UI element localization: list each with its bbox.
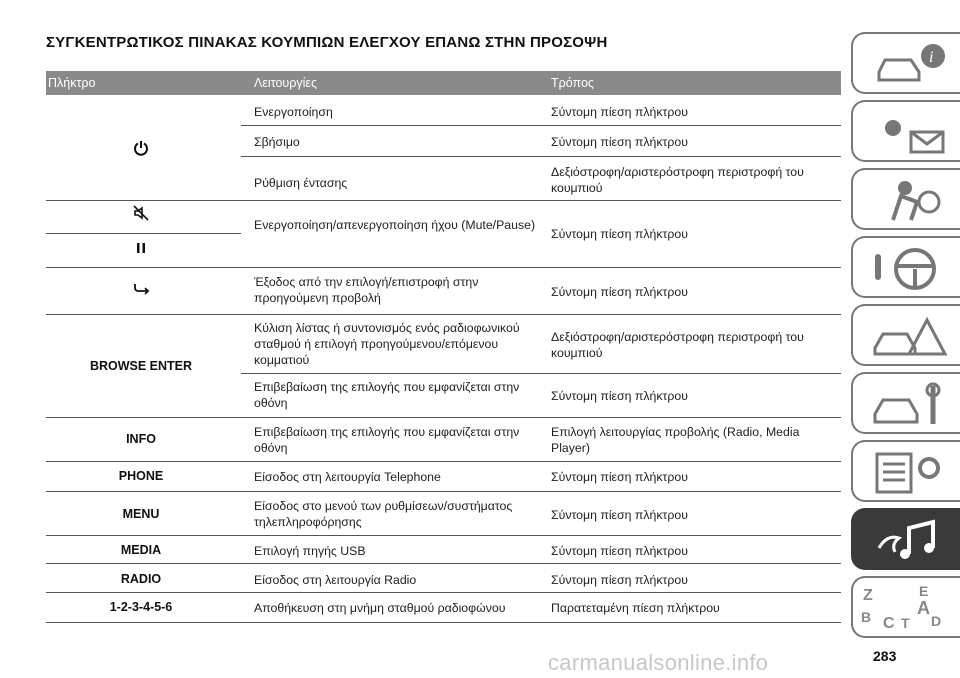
method-presets: Παρατεταμένη πίεση πλήκτρου [551,601,720,615]
divider [46,267,841,268]
car-service-icon[interactable] [851,372,960,434]
column-header-key: Πλήκτρο [48,76,96,90]
function-browse-scroll: Κύλιση λίστας ή συντονισμός ενός ραδιοφωνικού σταθμού ή επιλογή προηγούμενου/επόμενου κομματιού [254,321,520,367]
function-volume: Ρύθμιση έντασης [254,176,348,190]
mute-speaker-icon [46,205,236,226]
divider [241,373,841,374]
car-info-icon[interactable] [851,32,960,94]
method-media: Σύντομη πίεση πλήκτρου [551,544,688,558]
car-crash-icon[interactable] [851,304,960,366]
function-menu: Είσοδος στο μενού των ρυθμίσεων/συστήματος τηλεπληροφόρησης [254,499,513,529]
divider [46,563,841,564]
steering-wheel-icon[interactable] [851,236,960,298]
method-radio: Σύντομη πίεση πλήκτρου [551,573,688,587]
method-info: Επιλογή λειτουργίας προβολής (Radio, Media Player) [551,425,800,455]
index-letters-icon[interactable] [851,576,960,638]
function-media: Επιλογή πηγής USB [254,544,366,558]
page-title: ΣΥΓΚΕΝΤΡΩΤΙΚΟΣ ΠΙΝΑΚΑΣ ΚΟΥΜΠΙΩΝ ΕΛΕΓΧΟΥ ΕΠΑΝΩ ΣΤΗΝ ΠΡΟΣΟΨΗ [46,34,608,51]
back-arrow-icon [46,282,236,301]
tech-data-icon[interactable] [851,440,960,502]
index-letter-z: Z [863,587,873,604]
column-header-functions: Λειτουργίες [254,76,317,90]
safety-airbag-icon[interactable] [851,168,960,230]
power-icon [46,140,236,161]
method-phone: Σύντομη πίεση πλήκτρου [551,470,688,484]
method-browse-scroll: Δεξιόστροφη/αριστερόστροφη περιστροφή του κουμπιού [551,330,804,360]
function-info: Επιβεβαίωση της επιλογής που εμφανίζεται στην οθόνη [254,425,520,455]
function-back: Έξοδος από την επιλογή/επιστροφή στην προηγούμενη προβολή [254,275,479,305]
divider [46,233,241,234]
page-number: 283 [873,648,897,664]
divider [46,200,841,201]
key-menu: MENU [122,507,160,521]
divider [241,156,841,157]
function-phone: Είσοδος στη λειτουργία Telephone [254,470,441,484]
key-phone: PHONE [118,469,164,483]
svg-text:i: i [929,49,934,66]
index-letter-a: A [917,598,930,618]
watermark: carmanualsonline.info [548,650,769,675]
method-browse-confirm: Σύντομη πίεση πλήκτρου [551,389,688,403]
warning-lights-icon[interactable] [851,100,960,162]
key-browse-enter: BROWSE ENTER [89,359,193,373]
method-back: Σύντομη πίεση πλήκτρου [551,285,688,299]
divider [46,592,841,593]
divider [241,125,841,126]
key-presets: 1-2-3-4-5-6 [109,600,173,614]
method-power-off: Σύντομη πίεση πλήκτρου [551,135,688,149]
divider [46,417,841,418]
table-header [46,71,841,95]
method-menu: Σύντομη πίεση πλήκτρου [551,508,688,522]
key-media: MEDIA [120,543,162,557]
method-power-on: Σύντομη πίεση πλήκτρου [551,105,688,119]
function-power-on: Ενεργοποίηση [254,105,333,119]
index-letter-b: B [861,609,872,625]
function-presets: Αποθήκευση στη μνήμη σταθμού ραδιοφώνου [254,601,506,615]
index-letter-c: C [883,615,895,632]
column-header-method: Τρόπος [551,76,594,90]
function-mute: Ενεργοποίηση/απενεργοποίηση ήχου (Mute/Pause) [254,218,536,232]
index-letter-d: D [931,613,942,629]
divider [46,622,841,623]
divider [46,314,841,315]
key-info: INFO [126,432,156,446]
divider [46,461,841,462]
key-radio: RADIO [120,572,162,586]
method-mute: Σύντομη πίεση πλήκτρου [551,227,688,241]
method-volume: Δεξιόστροφη/αριστερόστροφη περιστροφή του κουμπιού [551,165,804,195]
pause-icon [46,241,236,259]
function-browse-confirm: Επιβεβαίωση της επιλογής που εμφανίζεται στην οθόνη [254,380,520,410]
index-letter-t: T [901,615,910,631]
index-letter-e: E [919,583,929,599]
divider [46,535,841,536]
multimedia-icon[interactable] [851,508,960,570]
divider [46,491,841,492]
function-radio: Είσοδος στη λειτουργία Radio [254,573,417,587]
function-power-off: Σβήσιμο [254,135,300,149]
